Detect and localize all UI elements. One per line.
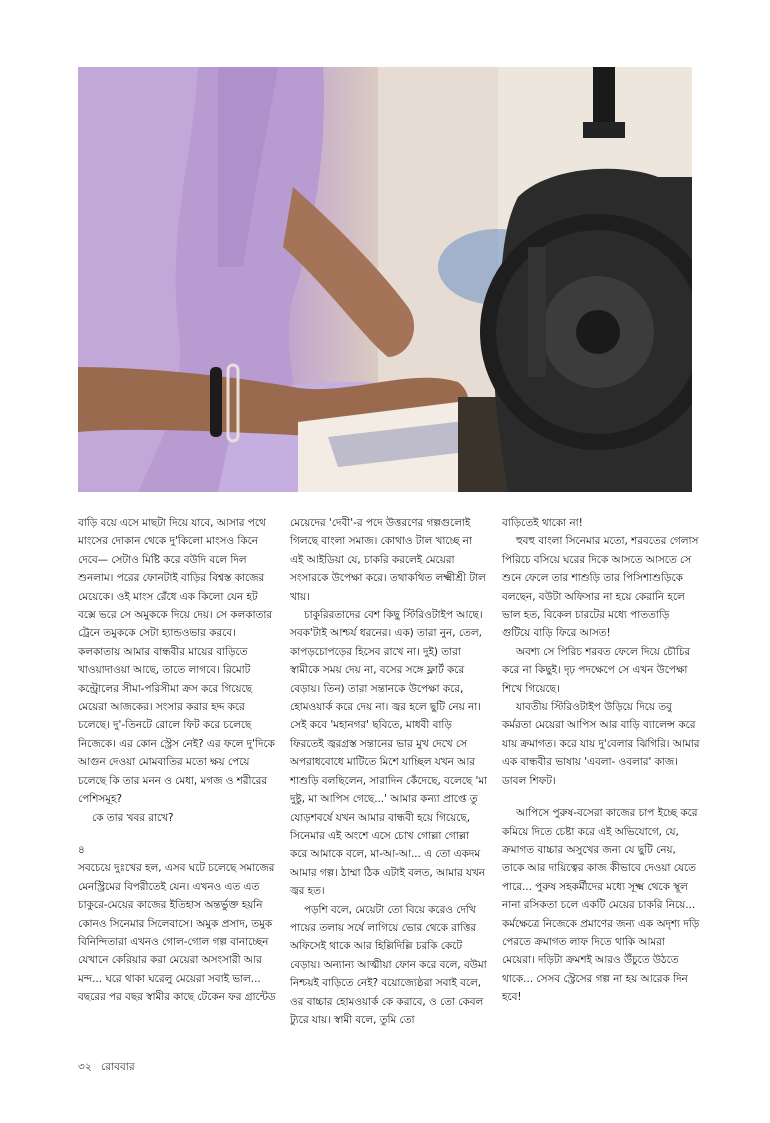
section-number: ৪ <box>78 843 85 856</box>
article-columns <box>78 514 700 1054</box>
hero-photo <box>78 67 692 492</box>
paragraph: আপিসে পুরুষ-বসেরা কাজের চাপ ইচ্ছে করে কমিয়ে দিতে চেষ্টা করে এই অভিযোগে, যে, ক্রমাগত বাচ্চার অসুখের জন্য যে ছুটি নেয়, তাকে আর দায়িত্বের কাজ কীভাবে দেওয়া যেতে পারে... পুরুষ সহকর্মীদের মধ্যে সূক্ষ্ম থেকে স্থূল নানা রসিকতা চলে একটি মেয়ের চাকরি নিয়ে... কর্মক্ষেত্রে নিজেকে প্রমাণের জন্য এক অদৃশ্য দড়ি পেরতে ক্রমাগত লাফ দিতে থাকি আমরা মেয়েরা। দড়িটা ক্রমশই আরও উঁচুতে উঠতে থাকে... সেসব স্ট্রেসের গল্প না হয় আরেক দিন হবে! <box>502 807 700 1004</box>
paragraph: মেয়েদের 'দেবী'-র পদে উত্তরণের গল্পগুলোই গিলছে বাংলা সমাজ। কোথাও টাল খাচ্ছে না এই আইডিয়া যে, চাকরি করলেই মেয়েরা সংসারকে উপেক্ষা করে। তথাকথিত লক্ষ্মীশ্রী টাল খায়। <box>290 517 486 603</box>
paragraph: যাবতীয় স্টিরিওটাইপ উড়িয়ে দিয়ে তবু কর্মরতা মেয়েরা আপিস আর বাড়ি ব্যালেন্স করে যায় ক্রমাগত। করে যায় দু'বেলার ঝিগিরি। আমার এক বান্ধবীর ভাষায় 'এবলা- ওবলার' কাজ। ডাবল শিফট। <box>502 701 700 787</box>
column-1 <box>78 514 276 1007</box>
paragraph: বাড়ি বয়ে এসে মাছটা দিয়ে যাবে, আসার পথে মাংসের দোকান থেকে দু'কিলো মাংসও কিনে দেবে— সেটাও মিষ্টি করে বউদি বলে দিল শুনলাম। পরের ফোনটাই বাড়ির বিশ্বস্ত কাজের মেয়েকে। ওই মাংস রেঁধে এক কিলো যেন হট বক্সে ভরে সে অমুককে দিয়ে দেয়। সে কলকাতার ট্রেনে তমুককে সেটা হ্যান্ডওভার করবে। কলকাতায় আমার বান্ধবীর মায়ের বাড়িতে খাওয়াদাওয়া আছে, তাতে লাগবে। রিমোট কন্ট্রোলের সীমা-পরিসীমা ক্রস করে গিয়েছে মেয়েরা আজকের। সংসার করার হদ্দ করে চলেছে। দু'-তিনটে রোলে ফিট করে চলেছে নিজেকে। এর কোন স্ট্রেস নেই? এর ফলে দু'দিকে আগুন দেওয়া মোমবাতির মতো ক্ষয় পেয়ে চলেছে কি তার মনন ও মেধা, মগজ ও শরীরের পেশিসমূহ? <box>78 517 275 806</box>
magazine-name: রোববার <box>101 1061 135 1073</box>
page-footer <box>78 1060 135 1077</box>
sewing-machine-photo-icon <box>78 67 692 492</box>
column-3 <box>502 514 700 1007</box>
paragraph: হুবহু বাংলা সিনেমার মতো, শরবতের গেলাস পিরিচে বসিয়ে ঘরের দিকে আসতে আসতে সে শুনে ফেলে তার শাশুড়ি তার পিসিশাশুড়িকে বলছেন, বউটা অফিসার না হয়ে কেরানি হলে ভাল হত, বিকেল চারটের মধ্যে পাততাড়ি গুটিয়ে বাড়ি ফিরে আসত! <box>502 535 699 640</box>
paragraph: চাকুরিরতাদের বেশ কিছু স্টিরিওটাইপ আছে। সবক'টাই আশ্চর্য ধরনের। এক) তারা নুন, তেল, কাপড়চোপড়ের হিসেব রাখে না। দুই) তারা স্বামীকে সময় দেয় না, বসের সঙ্গে ফ্লার্ট করে বেড়ায়। তিন) তারা সন্তানকে উপেক্ষা করে, হোমওয়ার্ক করে দেয় না। জ্বর হলে ছুটি নেয় না। সেই কবে 'মহানগর' ছবিতে, মাধবী বাড়ি ফিরতেই জ্বরগ্রস্ত সন্তানের ভার মুখ দেখে সে অপরাধবোধে মাটিতে মিশে যাচ্ছিল যখন আর শাশুড়ি বলছিলেন, সারাদিন কেঁদেছে, বলেছে 'মা দুষ্টু, মা আপিস গেছে...' আমার কন্যা প্রাপ্তে তু যোড়শবর্ষে যখন আমার বান্ধবী হয়ে গিয়েছে, সিনেমার এই অংশে এসে চোখ গোল্লা গোল্লা করে আমাকে বলে, মা-আ-আ... এ তো একদম আমার গল্প। ঠাম্মা ঠিক এটাই বলত, আমার যখন জ্বর হত। <box>290 609 488 898</box>
paragraph: কে তার খবর রাখে? <box>92 811 174 824</box>
paragraph: পড়শি বলে, মেয়েটা তো বিয়ে করেও দেখি পায়ের তলায় সর্ষে লাগিয়ে ভোর থেকে রাত্তির অফিসেই থাকে আর হিল্লিদিল্লি চরকি কেটে বেড়ায়। অন্যান্য আত্মীয়া ফোন করে বলে, বউমা নিশ্চয়ই বাড়িতে নেই? বয়োজ্যেষ্ঠরা সবাই বলে, ওর বাচ্চার হোমওয়ার্ক কে করাবে, ও তো কেবল ট্যুরে যায়। স্বামী বলে, তুমি তো <box>290 903 487 1026</box>
paragraph: বাড়িতেই থাকো না! <box>502 517 583 529</box>
paragraph: অবশ্য সে পিরিচ শরবত ফেলে দিয়ে চৌচির করে না কিছুই। দৃঢ় পদক্ষেপে সে এখন উপেক্ষা শিখে গিয়েছে। <box>502 645 691 695</box>
page-number: ৩২ <box>78 1061 92 1073</box>
paragraph: সবচেয়ে দুঃখের হল, এসব ঘটে চলেছে সমাজের মেনস্ট্রিমের বিপরীতেই যেন। এখনও এত এত চাকুরে-মেয়ের কাজের ইতিহাস অন্তর্ভুক্ত হয়নি কোনও সিনেমার সিলেবাসে। অমুক প্রসাদ, তমুক বিনিন্দিতারা এখনও গোল-গোল গল্প বানাচ্ছেন যেখানে কেরিয়ার করা মেয়েরা অসংসারী আর মন্দ... ঘরে থাকা ঘরেলু মেয়েরা সবাই ভাল... বছরের পর বছর স্বামীর কাছে টেকেন ফর গ্রান্টেড <box>78 862 276 1004</box>
column-2 <box>290 514 488 1029</box>
